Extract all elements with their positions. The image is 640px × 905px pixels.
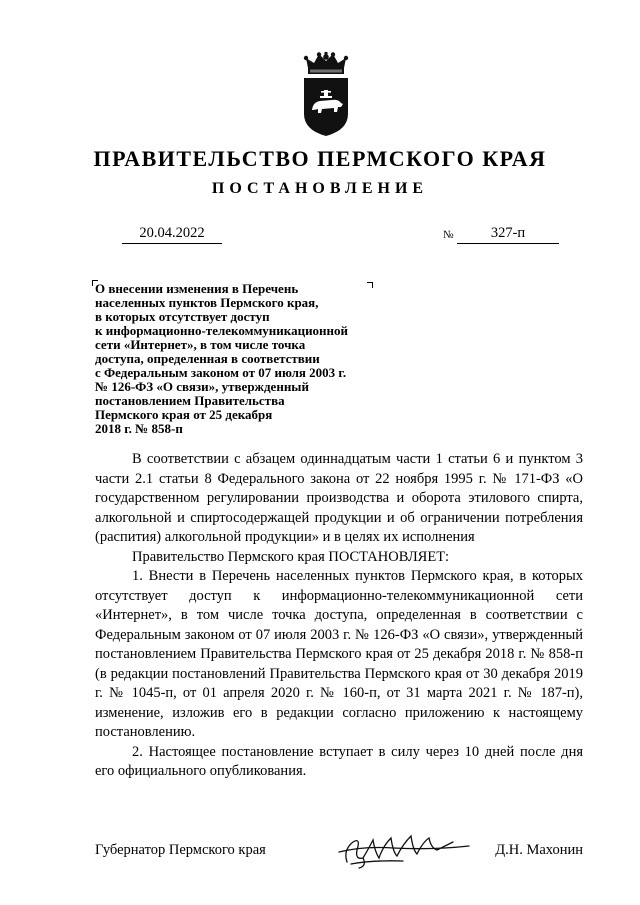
subject-line: 2018 г. № 858-п bbox=[95, 421, 183, 436]
decree-paragraph: Правительство Пермского края ПОСТАНОВЛЯЕТ: bbox=[132, 548, 450, 565]
subject-line: в которых отсутствует доступ bbox=[95, 309, 270, 324]
signatory-name: Д.Н. Махонин bbox=[495, 842, 583, 858]
document-body bbox=[95, 450, 583, 782]
subject-line: населенных пунктов Пермского края, bbox=[95, 295, 319, 310]
government-title: ПРАВИТЕЛЬСТВО ПЕРМСКОГО КРАЯ bbox=[93, 146, 547, 171]
preamble-paragraph: В соответствии с абзацем одиннадцатым части 1 статьи 6 и пунктом 3 части 2.1 статьи 8 Федерального закона от 22 ноября 1995 г. № 171-ФЗ «О государственном регулировании производства и оборота этилового спирта, алкогольной и спиртосодержащей продукции и об ограничении потребления (распития) алкогольной продукции» и в целях их исполнения bbox=[95, 451, 583, 545]
coat-of-arms-icon bbox=[300, 52, 352, 136]
subject-line: сети «Интернет», в том числе точка bbox=[95, 337, 306, 352]
document-date: 20.04.2022 bbox=[122, 225, 222, 244]
signatory-title: Губернатор Пермского края bbox=[95, 842, 266, 858]
subject-line: к информационно-телекоммуникационной bbox=[95, 323, 349, 338]
handwritten-signature-icon bbox=[333, 828, 473, 870]
subject-line: постановлением Правительства bbox=[95, 393, 285, 408]
number-label: № bbox=[443, 229, 454, 241]
document-type: ПОСТАНОВЛЕНИЕ bbox=[211, 180, 429, 197]
subject-line: доступа, определенная в соответствии bbox=[95, 351, 320, 366]
item-2-paragraph: 2. Настоящее постановление вступает в силу через 10 дней после дня его официального опубликования. bbox=[95, 743, 583, 779]
subject-line: № 126-ФЗ «О связи», утвержденный bbox=[95, 379, 309, 394]
subject-line: с Федеральным законом от 07 июля 2003 г. bbox=[95, 365, 347, 380]
item-1-paragraph: 1. Внести в Перечень населенных пунктов Пермского края, в которых отсутствует доступ к информационно-телекоммуникационной сети «Интернет», в том числе точка доступа, определенная в соответствии с Федеральным законом от 07 июля 2003 г. № 126-ФЗ «О связи», утвержденный постановлением Правительства Пермского края от 25 декабря 2018 г. № 858-п (в редакции постановлений Правительства Пермского края от 30 декабря 2019 г. № 1045-п, от 01 апреля 2020 г. № 160-п, от 31 марта 2021 г. № 187-п), изменение, изложив его в редакции согласно приложению к настоящему постановлению. bbox=[95, 568, 583, 740]
document-number: 327-п bbox=[457, 225, 559, 244]
subject-line: Пермского края от 25 декабря bbox=[95, 407, 273, 422]
subject-line: О внесении изменения в Перечень bbox=[95, 281, 299, 296]
document-subject bbox=[95, 282, 405, 436]
